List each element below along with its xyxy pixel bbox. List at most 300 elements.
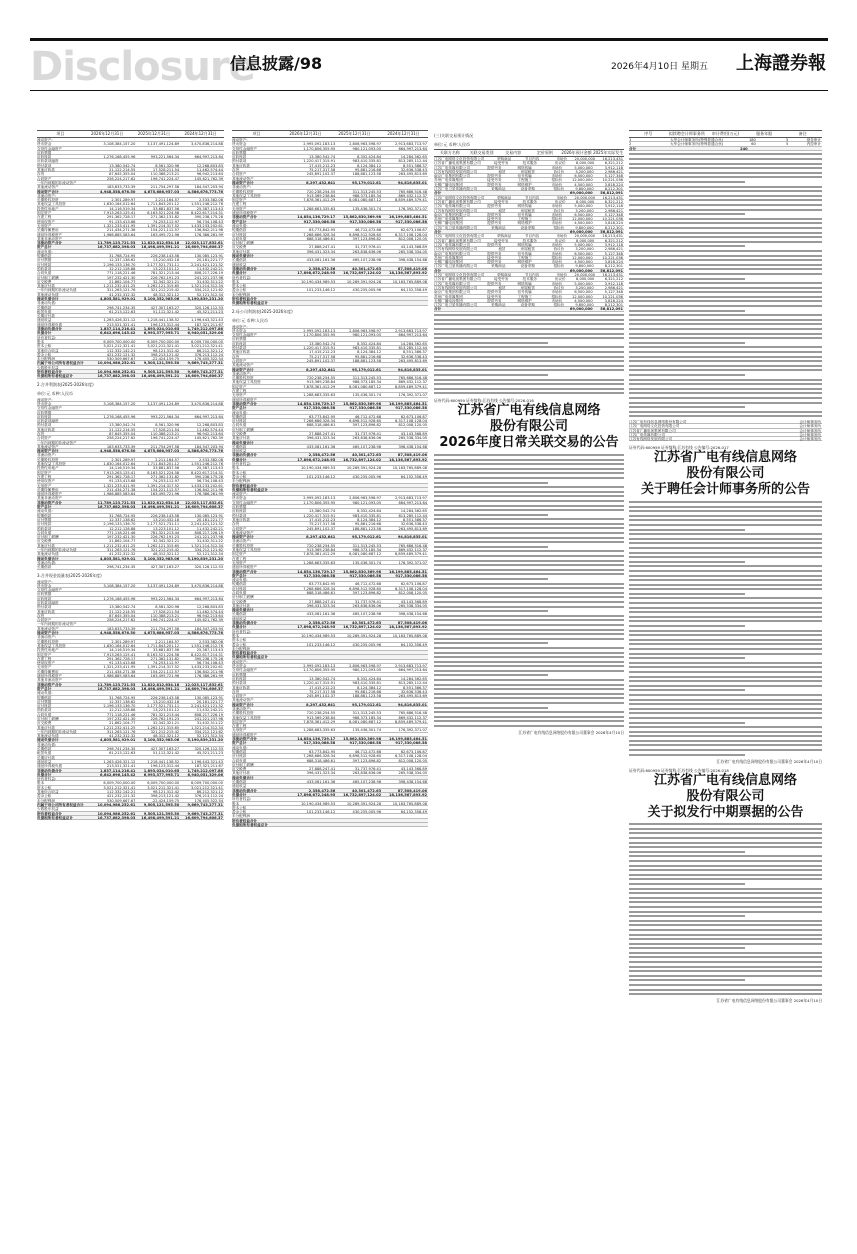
row-label: 应付票据 — [37, 258, 52, 263]
row-label: 非流动负债合计 — [232, 453, 258, 458]
cell-value — [336, 151, 382, 154]
cell-value: 12,268,803.83 — [196, 423, 224, 428]
cell-value: 12,268,803.83 — [196, 163, 224, 168]
row-label: 预付款项 — [232, 346, 247, 351]
cell-value: 265,538,334.05 — [398, 249, 428, 254]
cell-value: 14,854,136,729.17 — [297, 569, 336, 574]
cell-value: 采购商品 — [496, 157, 512, 161]
cell-value: 397,123,896.82 — [352, 758, 382, 763]
cell-value: 18,136,567,893.92 — [389, 271, 428, 276]
cell-value: 18,136,567,893.92 — [389, 625, 428, 630]
cell-value: 398,438,154.68 — [398, 444, 428, 449]
text-line — [629, 529, 745, 531]
cell-value: 4,586,676,773.76 — [187, 449, 224, 454]
cell-value: 197,232,421.30 — [106, 535, 136, 540]
row-label: 长期借款 — [232, 780, 247, 785]
cell-value: 130,085,123.91 — [194, 695, 224, 700]
cell-value: 12,000,000 — [572, 294, 593, 299]
cell-value: 8,551,386.37 — [403, 685, 428, 690]
cell-value: 311,263,121.76 — [106, 729, 136, 734]
text-line — [629, 388, 822, 390]
cell-value: 工程施工 — [517, 294, 532, 299]
text-line — [629, 356, 822, 358]
row-label: 所有者权益: — [37, 335, 57, 340]
cell-value — [336, 138, 382, 141]
row-label: 长期借款 — [232, 444, 247, 449]
cell-value: 211,434,271.38 — [106, 669, 136, 674]
cell-value: 16,199,885,464.51 — [389, 737, 428, 742]
row-label: 无形资产 — [37, 665, 52, 670]
row-label: 无锡广播电视集团 — [434, 260, 463, 265]
cell-value: 46,712,472.68 — [354, 414, 382, 419]
cell-value: 163,495,721.96 — [150, 492, 180, 497]
cell-value — [290, 565, 336, 568]
text-line — [629, 643, 822, 645]
cell-value — [180, 601, 224, 604]
row-label: 江苏广电卫星传播有限公司 — [434, 264, 478, 269]
cell-value: 9,505,121,595.50 — [143, 370, 180, 375]
cell-value — [290, 263, 336, 266]
cell-value — [93, 406, 137, 409]
cell-value: 176,405,522.54 — [194, 357, 224, 362]
cell-value: 226,238,143.58 — [150, 513, 180, 518]
text-line — [629, 319, 822, 321]
text-line — [629, 897, 822, 899]
cell-value: 1,749,212,097.86 — [187, 768, 224, 773]
table-row — [629, 437, 822, 441]
column-header: 2024年12月31日 — [184, 131, 217, 136]
cell-value: 5,000,000 — [574, 281, 593, 286]
cell-value: 263,495,813.69 — [398, 358, 428, 363]
row-label: 固定资产 — [37, 470, 52, 475]
cell-value: 812,008,120.05 — [398, 758, 428, 763]
cell-value: 5,190,839,231.20 — [187, 556, 224, 561]
announcement-title: 江苏省广电有线信息网络 股份有限公司 关于拟发行中期票据的公告 — [647, 772, 804, 820]
text-line — [629, 575, 822, 577]
cell-value: 688,318,486.61 — [306, 590, 336, 595]
cell-value: 183,633,733.39 — [106, 626, 136, 631]
cell-value: 13,380,542.74 — [109, 605, 136, 610]
cell-value: 64,152,358.49 — [400, 474, 428, 479]
cell-value: 3,108,384,157.20 — [103, 401, 136, 406]
cell-value: 98,121,312.42 — [152, 348, 180, 353]
row-label: 应交税费 — [37, 279, 52, 284]
cell-value: 980,121,093.05 — [352, 333, 382, 338]
cell-value — [382, 185, 428, 188]
cell-value — [93, 561, 137, 564]
row-label: 归属于母公司所有者权益合计 — [37, 361, 84, 366]
cell-value: 765,686,516.48 — [398, 543, 428, 548]
cell-value — [93, 691, 137, 694]
cell-value: 40,301,472.63 — [352, 266, 382, 271]
column-header: 2026年12月31日 — [289, 131, 322, 136]
cell-value: 市场价 — [556, 234, 568, 239]
cell-value: 95,179,012.61 — [352, 367, 382, 372]
cell-value — [136, 336, 180, 339]
row-label: 应收款项融资 — [37, 600, 59, 605]
cell-value: 11,462,574.44 — [196, 427, 224, 432]
cell-value: 3,818,224 — [604, 298, 623, 303]
text-line — [629, 888, 822, 890]
cell-value: 9,669,743,277.31 — [187, 361, 224, 366]
text-line — [434, 523, 624, 525]
cell-value: 101,233,146.12 — [306, 474, 336, 479]
cell-value: 2,986,421 — [604, 208, 623, 213]
cell-value: 69,000,000 — [569, 268, 593, 273]
cell-value: 33,681,837.56 — [152, 648, 180, 653]
cell-value: 1,837,114,216.41 — [99, 768, 136, 773]
cell-value — [382, 505, 428, 508]
cell-value — [382, 488, 428, 491]
row-label: 一年内到期的非流动资产 — [37, 440, 77, 445]
text-line — [629, 360, 822, 362]
text-line — [629, 593, 745, 595]
row-label: 其他应付款 — [232, 249, 250, 254]
cell-value — [336, 531, 382, 534]
row-label: 资本公积 — [232, 805, 247, 810]
cell-value: 接受劳务 — [487, 294, 502, 299]
row-label: 江苏省广播电视集团有限公司 — [629, 428, 676, 433]
cell-value: 1,837,114,216.41 — [99, 327, 136, 332]
cell-value: 91,133,413.68 — [109, 479, 136, 484]
text-line — [629, 153, 822, 155]
table-header — [629, 130, 822, 138]
text-line — [629, 846, 822, 848]
cell-value — [180, 181, 224, 184]
row-label: 应付账款 — [37, 262, 52, 267]
cell-value: 56,812,091 — [600, 191, 623, 196]
text-line — [629, 993, 822, 995]
cell-value: 提供劳务 — [487, 290, 502, 295]
row-label: 江苏省广播电视集团有限公司 — [434, 161, 481, 166]
cell-value: 6,993,377,995.71 — [143, 331, 180, 336]
text-line — [629, 685, 822, 687]
cell-value: 8,212,301 — [604, 187, 623, 192]
cell-value — [336, 363, 382, 366]
row-label: 所有者权益: — [37, 777, 57, 782]
cell-value — [180, 147, 224, 150]
cell-value: 18,136,567,893.92 — [389, 457, 428, 462]
cell-value: 188,881,123.58 — [352, 358, 382, 363]
text-line — [629, 865, 822, 867]
cell-value — [336, 202, 382, 205]
cell-value: 3,912,118 — [604, 242, 623, 247]
cell-value: 10,289,391,924.28 — [346, 801, 382, 806]
cell-value: 196,741,224.47 — [150, 176, 180, 181]
text-line — [434, 697, 624, 699]
cell-value: 765,686,516.48 — [398, 189, 428, 194]
row-label: 非流动负债合计 — [232, 788, 258, 793]
cell-value — [503, 269, 533, 272]
row-label: 资产总计 — [37, 686, 52, 691]
cell-value: 16,732,897,124.02 — [343, 271, 382, 276]
cell-value: 5,127,348 — [604, 290, 623, 295]
row-label: 货币资金 — [232, 142, 247, 147]
text-line — [629, 374, 745, 376]
cell-value: 311,313,245.53 — [352, 376, 382, 381]
cell-value: 27,888,247.41 — [308, 599, 336, 604]
text-line — [629, 938, 822, 940]
cell-value — [336, 263, 382, 266]
cell-value: 530,509,667.67 — [106, 798, 136, 803]
cell-value — [290, 630, 336, 633]
text-line — [629, 676, 822, 678]
cell-value — [336, 763, 382, 766]
cell-value — [336, 784, 382, 787]
cell-value: 设备采购 — [520, 303, 535, 308]
cell-value: 27,888,247.41 — [308, 245, 336, 250]
text-line — [434, 482, 548, 484]
cell-value: 52,121,312.34 — [196, 292, 224, 297]
cell-value: 8,297,432,641 — [306, 702, 336, 707]
row-label: 递延收益 — [37, 318, 52, 323]
cell-value: 988,373,185.34 — [352, 380, 382, 385]
cell-value: 3,021,212,321.41 — [103, 785, 136, 790]
cell-value — [382, 398, 428, 401]
cell-value: 10,190,434,989.53 — [300, 466, 336, 471]
cell-value: 2,177,521,731.11 — [147, 522, 180, 527]
row-label: 固定资产 — [232, 719, 247, 724]
text-line — [629, 402, 822, 404]
cell-value: 13,210,432.18 — [152, 699, 180, 704]
text-line — [629, 634, 822, 636]
cell-value: 1,276,168,455.96 — [103, 596, 136, 601]
cell-value: 市场价 — [551, 251, 563, 256]
cell-value: 60 — [751, 142, 756, 147]
text-line — [629, 744, 822, 746]
cell-value: 180 — [748, 138, 756, 142]
cell-value: 6,317,108,128.04 — [395, 754, 428, 759]
cell-value: 2,995,092,183.13 — [303, 664, 336, 669]
cell-value: 51,112,321.42 — [152, 751, 180, 756]
cell-value: 21,122,214.55 — [109, 168, 136, 173]
row-label: 短期借款 — [37, 513, 52, 518]
cell-value: 工程施工 — [517, 217, 532, 222]
cell-value — [382, 297, 428, 300]
text-line — [629, 204, 822, 206]
cell-value — [336, 707, 382, 710]
cell-value: 398,438,154.68 — [398, 780, 428, 785]
cell-value: 12,000,000 — [572, 217, 593, 222]
cell-value: 信号传输 — [517, 212, 532, 217]
cell-value: 226,762,191.23 — [150, 535, 180, 540]
cell-value: 69,000,000 — [569, 230, 593, 235]
cell-value: 2,358,472.56 — [308, 266, 336, 271]
cell-value — [136, 580, 180, 583]
text-line — [629, 892, 822, 894]
row-label: 递延所得税资产 — [37, 232, 63, 237]
row-label: 负债和所有者权益总计 — [232, 823, 268, 828]
row-label: 长期股权投资 — [232, 543, 254, 548]
cell-value: 1,170,806,355.95 — [303, 146, 336, 151]
cell-value: 3,912,118 — [604, 281, 623, 286]
cell-value: 4,675,686,957.03 — [143, 189, 180, 194]
text-line — [434, 374, 548, 376]
cell-value: 145,621,762.39 — [194, 176, 224, 181]
cell-value: 421,232,121.32 — [106, 352, 136, 357]
cell-value: 4,586,676,773.76 — [187, 189, 224, 194]
text-line — [629, 731, 822, 733]
row-label: 资产总计 — [37, 505, 52, 510]
text-line — [629, 195, 822, 197]
text-line — [434, 356, 624, 358]
text-line — [629, 975, 822, 977]
row-label: 一年内到期的非流动负债 — [37, 729, 77, 734]
cell-value: 213,521,321.41 — [106, 764, 136, 769]
cell-value — [382, 276, 428, 279]
row-label: 江苏省广播电视集团有限公司 — [434, 199, 481, 204]
cell-value: 3,021,212,321.41 — [191, 344, 224, 349]
cell-value: 20,181,221.77 — [196, 258, 224, 263]
cell-value: 提供劳务 — [487, 298, 502, 303]
row-label: 交易性金融资产 — [37, 146, 63, 151]
cell-value — [93, 411, 137, 414]
text-line — [629, 620, 822, 622]
column-header: 关联交易类别 — [469, 150, 494, 155]
cell-value: 6,321,212 — [604, 238, 623, 243]
cell-value: 21,862,104.77 — [109, 279, 136, 284]
cell-value: 812,008,120.05 — [398, 590, 428, 595]
cell-value — [382, 655, 428, 658]
text-line — [629, 966, 822, 968]
row-label: 在建工程 — [232, 556, 247, 561]
cell-value: 917,330,086.58 — [395, 741, 428, 746]
cell-value: 5,127,348 — [604, 212, 623, 217]
cell-value: 31,432,311.22 — [196, 279, 224, 284]
cell-value — [290, 224, 336, 227]
cell-value — [382, 428, 428, 431]
text-line — [434, 379, 624, 381]
cell-value — [336, 185, 382, 188]
cell-value: 25,387,113.43 — [196, 648, 224, 653]
cell-value — [93, 147, 137, 150]
text-line — [629, 689, 745, 691]
text-line — [434, 365, 624, 367]
table-row — [232, 823, 428, 827]
cell-value: 17,528,211.54 — [152, 427, 180, 432]
cell-value: 8,124,384.12 — [357, 517, 382, 522]
cell-value — [136, 691, 180, 694]
row-label: 应付职工薪酬 — [37, 535, 59, 540]
cell-value — [290, 806, 336, 809]
cell-value: 7,878,361,412.29 — [303, 719, 336, 724]
cell-value: 协议价 — [553, 169, 565, 174]
cell-value: 18,136,567,893.92 — [389, 792, 428, 797]
cell-value: 5,000,000 — [574, 165, 593, 170]
cell-value: 32,342,321.21 — [152, 721, 180, 726]
cell-value: 1,830,164,012.64 — [103, 643, 136, 648]
row-label: 货币资金 — [37, 142, 52, 147]
text-line — [629, 639, 822, 641]
cell-value — [472, 307, 502, 310]
cell-value: 334,212,121.62 — [194, 729, 224, 734]
cell-value: 52,121,312.34 — [196, 552, 224, 557]
cell-value — [382, 660, 428, 663]
cell-value — [382, 724, 428, 727]
cell-value: 187,321,211.67 — [194, 322, 224, 327]
row-label: 江苏广电网络文化投资有限公司 — [434, 157, 485, 161]
cell-value: 设备采购 — [520, 187, 535, 192]
row-label: 无锡广播电视集团 — [434, 182, 463, 187]
row-label: 应交税费 — [37, 539, 52, 544]
text-line — [434, 578, 548, 580]
row-label: 其他应付款 — [232, 603, 250, 608]
table-header — [434, 149, 624, 157]
cell-value — [382, 608, 428, 611]
cell-value — [136, 419, 180, 422]
cell-value — [336, 673, 382, 676]
cell-value: 1,218,441,138.52 — [147, 318, 180, 323]
cell-value — [336, 578, 382, 581]
row-label: 合计 — [434, 307, 442, 312]
row-label: 应交税费 — [232, 432, 247, 436]
text-line — [434, 638, 624, 640]
text-line — [434, 656, 624, 658]
cell-value: 3,200,000 — [575, 208, 594, 213]
cell-value: 房屋租赁 — [520, 208, 535, 213]
top-rule — [30, 38, 828, 41]
cell-value — [290, 428, 336, 431]
row-label: 合同资产 — [232, 358, 247, 363]
cell-value: 812,008,120.05 — [398, 423, 428, 428]
cell-value: 187,321,211.67 — [194, 764, 224, 769]
cell-value — [336, 254, 382, 257]
cell-value: 720,238,254.55 — [306, 376, 336, 381]
banner-rule — [30, 90, 828, 91]
cell-value: 48,312,321.12 — [152, 734, 180, 739]
row-label: 无形资产 — [37, 223, 52, 228]
row-label: 流动负债: — [37, 509, 53, 514]
column-1 — [37, 130, 224, 1225]
cell-value — [336, 608, 382, 611]
text-line — [434, 468, 624, 470]
cell-value — [336, 441, 382, 444]
cell-value — [180, 678, 224, 681]
cell-value: 2,986,421 — [604, 247, 623, 252]
cell-value: 311,263,121.76 — [106, 548, 136, 553]
cell-value — [180, 496, 224, 499]
row-label: 递延收益 — [37, 759, 52, 764]
cell-value: 56,734,108.43 — [196, 479, 224, 484]
cell-value: 1,262,121,315.65 — [147, 725, 180, 730]
cell-value: 334,212,121.62 — [194, 288, 224, 293]
row-label: 预付款项 — [232, 159, 247, 164]
cell-value: 112,332,142.21 — [106, 790, 136, 795]
cell-value: 32,636,338.43 — [400, 689, 428, 694]
text-line — [629, 406, 745, 408]
cell-value: 20,000,000 — [574, 234, 596, 239]
cell-value: 8,422,617,214.31 — [191, 470, 224, 475]
cell-value: 465,107,238.98 — [352, 780, 382, 785]
row-label: 流动资产合计 — [232, 535, 254, 540]
cell-value: 145,621,762.39 — [194, 618, 224, 623]
row-label: 长期借款 — [232, 258, 247, 263]
cell-value — [472, 230, 502, 233]
cell-value: 网络传输 — [517, 281, 532, 286]
cell-value: 大华会计师事务所(特殊普通合伙) — [670, 138, 724, 142]
cell-value: 20,181,221.77 — [196, 517, 224, 522]
text-line — [629, 855, 822, 857]
cell-value: 5 — [786, 142, 789, 147]
cell-value: 87,508,419.06 — [397, 453, 428, 458]
cell-value: 1,321,233,411.95 — [103, 223, 136, 228]
row-label: 预收款项 — [37, 526, 52, 531]
row-label: 股本 — [232, 279, 240, 284]
cell-value: 988,373,185.34 — [352, 548, 382, 553]
cell-value: 1,288,683,335.63 — [303, 728, 336, 733]
cell-value: 6,500,000 — [574, 251, 593, 256]
cell-value — [290, 276, 336, 279]
